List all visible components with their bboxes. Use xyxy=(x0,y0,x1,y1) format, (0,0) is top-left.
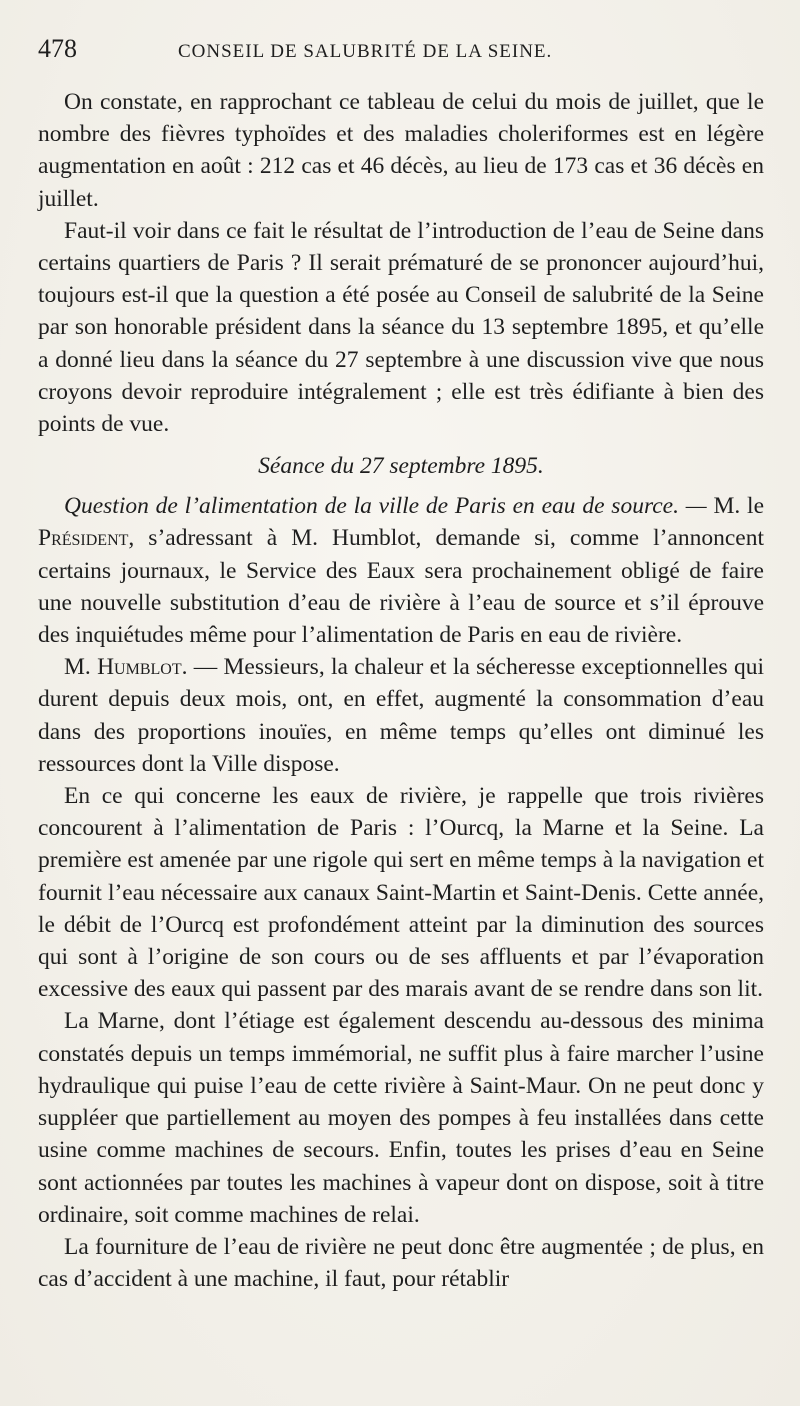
paragraph-body-2: La Marne, dont l’étiage est également descendu au-dessous des minima constatés depuis un temps immémorial, ne suffit plus à faire marcher l’usine hydraulique qui puise l’eau de cette rivière à Saint-Maur. On ne peut donc y suppléer que partiellement au moyen des pompes à feu installées dans cette usine comme machines de secours. Enfin, toutes les prises d’eau en Seine sont actionnées par toutes les machines à vapeur dont on dispose, soit à titre ordinaire, soit comme machines de relai. xyxy=(38,1008,764,1228)
paragraph-body-3: La fourniture de l’eau de rivière ne peut donc être augmentée ; de plus, en cas d’accident à une machine, il faut, pour rétablir xyxy=(38,1233,764,1293)
session-heading: Séance du 27 septembre 1895. xyxy=(258,453,544,480)
paragraph-intro-1: On constate, en rapprochant ce tableau de celui du mois de juillet, que le nombre des fièvres typhoïdes et des maladies choleriformes est en légère augmentation en août : 212 cas et 46 décès, au lieu de 173 cas et 36 décès en juillet. xyxy=(38,89,764,212)
humblot-paragraph xyxy=(38,651,764,780)
speaker-prefix: M. xyxy=(64,654,91,681)
question-text: , s’adressant à M. Humblot, demande si, comme l’annoncent certains journaux, le Service des Eaux sera prochainement obligé de faire une nouvelle substitution d’eau de rivière à l’eau de source et s’il éprouve des inquiétudes même pour l’alimentation de Paris en eau de rivière. xyxy=(38,525,764,649)
speaker-humblot: Humblot xyxy=(97,654,182,681)
question-subject: Question de l’alimentation de la ville de Paris en eau de source. — xyxy=(64,493,707,520)
speaker-prefix: M. le xyxy=(713,493,764,520)
page-header xyxy=(38,34,764,74)
paragraph-body-1: En ce qui concerne les eaux de rivière, je rappelle que trois rivières concourent à l’alimentation de Paris : l’Ourcq, la Marne et la Seine. La première est amenée par une rigole qui sert en même temps à la navigation et fournit l’eau nécessaire aux canaux Saint-Martin et Saint-Denis. Cette année, le débit de l’Ourcq est profondément atteint par la diminution des sources qui sont à l’origine de son cours ou de ses affluents et par l’évaporation excessive des eaux qui passent par des marais avant de se rendre dans son lit. xyxy=(38,783,764,1003)
paragraph-intro-2: Faut-il voir dans ce fait le résultat de l’introduction de l’eau de Seine dans certains quartiers de Paris ? Il serait prématuré de se prononcer aujourd’hui, toujours est-il que la question a été posée au Conseil de salubrité de la Seine par son honorable président dans la séance du 13 septembre 1895, et qu’elle a donné lieu dans la séance du 27 septembre à une discussion vive que nous croyons devoir reproduire intégralement ; elle est très édifiante à bien des points de vue. xyxy=(38,217,764,438)
page-number: 478 xyxy=(38,34,77,63)
running-title: CONSEIL DE SALUBRITÉ DE LA SEINE. xyxy=(178,41,553,62)
humblot-text: . — Messieurs, la chaleur et la sécheresse exceptionnelles qui durent depuis deux mois, ont, en effet, augmenté la consommation d’eau dans des proportions inouïes, en même temps qu’elles ont diminué les ressources dont la Ville dispose. xyxy=(38,654,764,777)
question-paragraph xyxy=(38,490,764,651)
speaker-president: Président xyxy=(38,525,129,552)
